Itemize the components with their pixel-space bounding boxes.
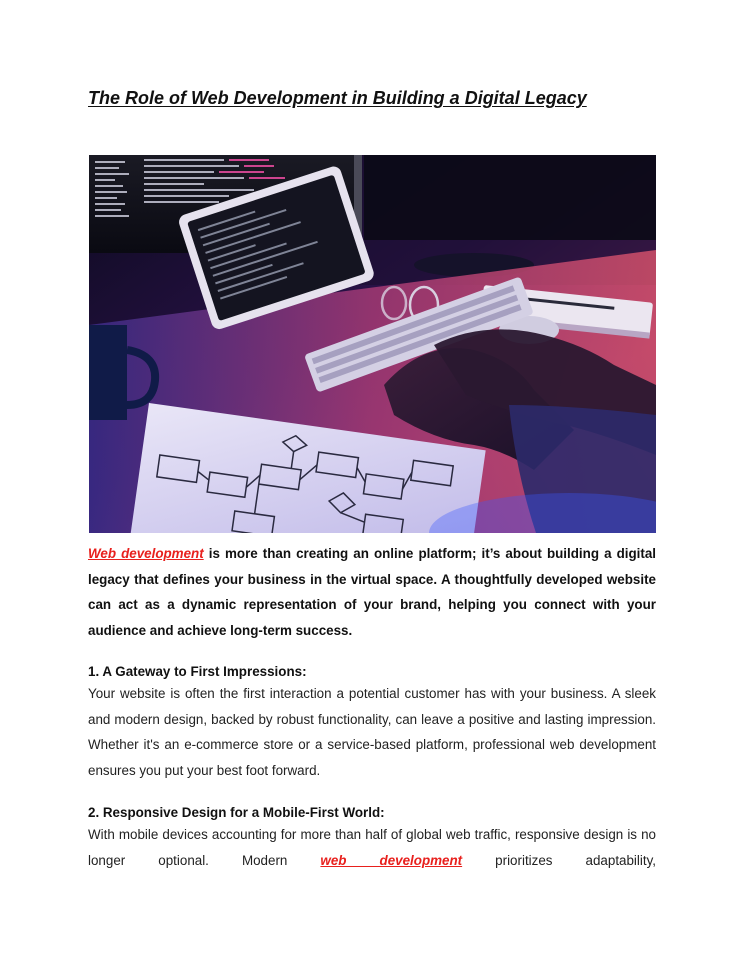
document-title: The Role of Web Development in Building a Digital Legacy (88, 88, 587, 108)
section-2-text-after: prioritizes adaptability, (462, 852, 656, 868)
web-development-link-2[interactable]: web development (320, 852, 463, 868)
intro-text: is more than creating an online platform; it’s about building a digital legacy that defines your business in the virtual space. A thoughtfully developed website can act as a dynamic representation of your brand, helping you connect with your audience and achieve long-term success. (88, 546, 656, 638)
web-development-link[interactable]: Web development (88, 546, 204, 561)
section-2-body (88, 822, 656, 873)
section-2-text-before: With mobile devices accounting for more than half of global web traffic, responsive design is no longer optional. Modern (88, 827, 656, 868)
intro-paragraph (88, 541, 656, 643)
hero-image (89, 155, 656, 533)
section-1-body: Your website is often the first interaction a potential customer has with your business. A sleek and modern design, backed by robust functionality, can leave a positive and lasting impression. Whether it's an e-commerce store or a service-based platform, professional web development ensures you put your best foot forward. (88, 686, 656, 778)
section-1-heading: 1. A Gateway to First Impressions: (88, 664, 307, 679)
section-2-heading: 2. Responsive Design for a Mobile-First World: (88, 805, 385, 820)
